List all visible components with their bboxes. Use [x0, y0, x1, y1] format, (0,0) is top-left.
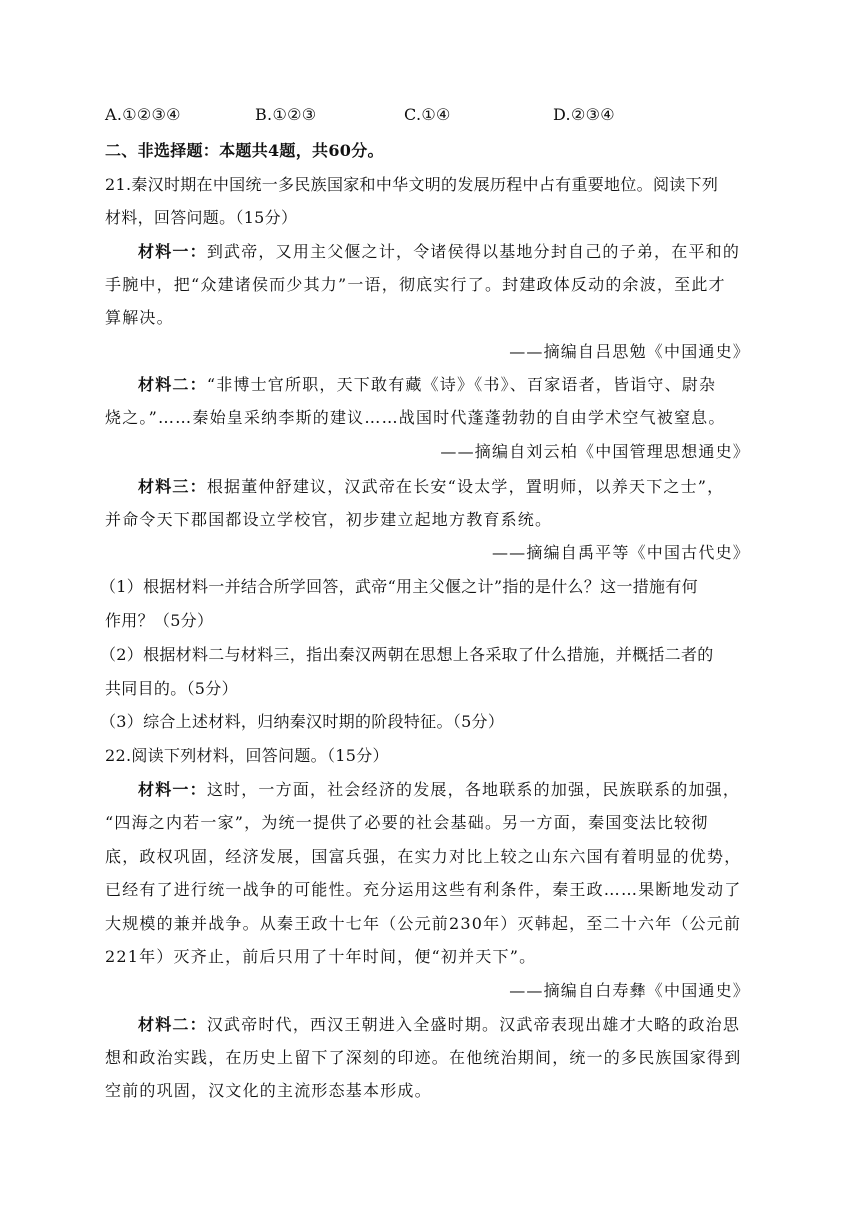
q22-material-1-line-1	[138, 779, 788, 801]
q22-material-1-line-2: “四海之内若一家”，为统一提供了必要的社会基础。另一方面，秦国变法比较彻	[105, 813, 709, 832]
q21-material-2-line-2: 烧之。”……秦始皇采纳李斯的建议……战国时代蓬蓬勃勃的自由学术空气被窒息。	[105, 408, 726, 427]
q21-question-1-line-1: （1）根据材料一并结合所学回答，武帝“用主父偃之计”指的是什么？这一措施有何	[100, 577, 698, 596]
q21-material-2-source: ——摘编自刘云柏《中国管理思想通史》	[440, 442, 750, 461]
q21-material-1-source: ——摘编自吕思勉《中国通史》	[509, 342, 750, 361]
section-title: 二、非选择题：本题共4题，共60分。	[105, 141, 384, 160]
q21-question-2-line-2: 共同目的。（5分）	[105, 679, 238, 698]
q21-material-2-line-1	[138, 374, 788, 396]
material-label: 材料一：	[138, 780, 207, 799]
answer-options	[105, 104, 755, 126]
q22-material-1-line-3: 底，政权巩固，经济发展，国富兵强，在实力对比上较之山东六国有着明显的优势，	[105, 847, 742, 866]
q21-question-3: （3）综合上述材料，归纳秦汉时期的阶段特征。（5分）	[100, 712, 505, 731]
material-text: 汉武帝时代，西汉王朝进入全盛时期。汉武帝表现出雄才大略的政治思	[206, 1015, 741, 1034]
q22-material-1-line-4: 已经有了进行统一战争的可能性。充分运用这些有利条件，秦王政……果断地发动了	[105, 880, 742, 899]
q22-material-2-line-3: 空前的巩固，汉文化的主流形态基本形成。	[105, 1081, 432, 1100]
q22-material-2-line-2: 想和政治实践，在历史上留下了深刻的印迹。在他统治期间，统一的多民族国家得到	[105, 1048, 742, 1067]
q21-material-3-source: ——摘编自禹平等《中国古代史》	[491, 543, 750, 562]
q22-material-1-source: ——摘编自白寿彝《中国通史》	[509, 981, 750, 1000]
material-label: 材料一：	[138, 242, 207, 261]
material-text: 到武帝，又用主父偃之计，令诸侯得以基地分封自己的子弟，在平和的	[206, 242, 741, 261]
q21-question-1-line-2: 作用？（5分）	[105, 611, 214, 630]
q21-material-1-line-1	[138, 241, 788, 263]
q22-material-2-line-1	[138, 1014, 788, 1036]
option-d: D.②③④	[553, 105, 615, 124]
option-a: A.①②③④	[105, 105, 181, 124]
q22-stem: 22.阅读下列材料，回答问题。（15分）	[105, 746, 389, 765]
q22-material-1-line-6: 221年）灭齐止，前后只用了十年时间，便“初并天下”。	[105, 947, 537, 966]
q21-material-1-line-3: 算解决。	[105, 308, 174, 327]
q22-material-1-line-5: 大规模的兼并战争。从秦王政十七年（公元前230年）灭韩起，至二十六年（公元前	[105, 914, 742, 933]
q21-material-1-line-2: 手腕中，把“众建诸侯而少其力”一语，彻底实行了。封建政体反动的余波，至此才	[105, 275, 726, 294]
material-text: 这时，一方面，社会经济的发展，各地联系的加强，民族联系的加强，	[206, 780, 741, 799]
material-label: 材料二：	[138, 1015, 207, 1034]
q21-question-2-line-1: （2）根据材料二与材料三，指出秦汉两朝在思想上各采取了什么措施，并概括二者的	[100, 645, 714, 664]
material-text: 根据董仲舒建议，汉武帝在长安“设太学，置明师，以养天下之士”，	[206, 477, 725, 496]
q21-material-3-line-2: 并命令天下郡国都设立学校官，初步建立起地方教育系统。	[105, 510, 553, 529]
q21-material-3-line-1	[138, 476, 788, 498]
q21-stem-line-1: 21.秦汉时期在中国统一多民族国家和中华文明的发展历程中占有重要地位。阅读下列	[105, 175, 719, 194]
material-label: 材料三：	[138, 477, 207, 496]
q21-stem-line-2: 材料，回答问题。（15分）	[105, 208, 298, 227]
material-text: “非博士官所职，天下敢有藏《诗》《书》、百家语者，皆诣守、尉杂	[206, 375, 717, 394]
option-b: B.①②③	[255, 105, 317, 124]
option-c: C.①④	[404, 105, 451, 124]
material-label: 材料二：	[138, 375, 207, 394]
